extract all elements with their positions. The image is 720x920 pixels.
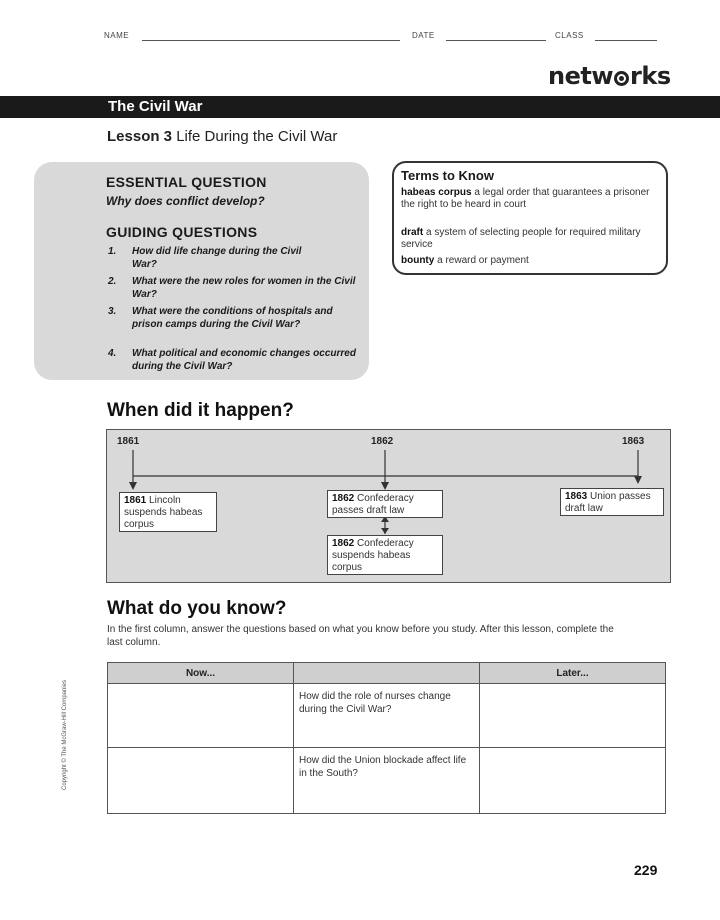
timeline-event-1863 — [560, 488, 664, 516]
timeline-event-1862-draft — [327, 490, 443, 518]
column-header-later: Later... — [480, 663, 666, 684]
term-word: bounty — [401, 255, 435, 266]
timeline-heading: When did it happen? — [107, 400, 294, 421]
know-instructions: In the first column, answer the questions based on what you know before you study. After this lesson, complete the last column. — [107, 624, 614, 648]
timeline-event-1862-habeas — [327, 535, 443, 575]
know-heading: What do you know? — [107, 598, 287, 619]
logo-o-icon — [614, 71, 629, 86]
unit-title: The Civil War — [108, 98, 203, 115]
name-line[interactable] — [142, 40, 400, 41]
arrow-down-icon — [634, 476, 642, 484]
date-line[interactable] — [446, 40, 546, 41]
event-text: Confederacy suspends habeas corpus — [332, 538, 414, 573]
term-definition: a reward or payment — [437, 255, 529, 266]
gq-text: How did life change during the Civil War? — [132, 246, 302, 270]
gq-text: What political and economic changes occurred during the Civil War? — [132, 348, 356, 372]
brand-right: rks — [630, 62, 671, 90]
term-habeas-corpus — [401, 187, 657, 211]
term-definition: a system of selecting people for required military service — [401, 227, 641, 250]
gq-text: What were the new roles for women in the Civil War? — [132, 276, 356, 300]
term-definition: a legal order that guarantees a prisoner the right to be heard in court — [401, 187, 650, 210]
name-label: NAME — [104, 31, 130, 40]
timeline-box — [106, 429, 671, 583]
later-answer-cell[interactable] — [480, 748, 666, 814]
know-table — [107, 662, 666, 814]
class-line[interactable] — [595, 40, 657, 41]
guiding-question-1 — [108, 245, 368, 273]
guiding-question-2 — [108, 275, 368, 303]
gq-number: 4. — [108, 348, 117, 359]
now-answer-cell[interactable] — [108, 748, 294, 814]
guiding-question-4 — [108, 347, 368, 375]
event-year: 1862 — [332, 538, 355, 549]
timeline-event-1861 — [119, 492, 217, 532]
terms-heading: Terms to Know — [401, 168, 494, 183]
gq-text: What were the conditions of hospitals and prison camps during the Civil War? — [132, 306, 333, 330]
column-header-now: Now... — [108, 663, 294, 684]
timeline-year-1863: 1863 — [622, 436, 645, 447]
table-header-row — [108, 663, 666, 684]
event-year: 1862 — [332, 493, 355, 504]
date-label: DATE — [412, 31, 435, 40]
class-label: CLASS — [555, 31, 584, 40]
arrow-down-icon — [381, 482, 389, 490]
page-number: 229 — [634, 862, 658, 878]
copyright-notice: Copyright © The McGraw-Hill Companies — [62, 679, 68, 790]
gq-number: 3. — [108, 306, 117, 317]
brand-left: netw — [548, 62, 614, 90]
networks-logo — [548, 62, 671, 90]
lesson-heading — [107, 128, 337, 145]
lesson-title: Life During the Civil War — [176, 128, 338, 145]
arrow-down-icon — [129, 482, 137, 490]
essential-question-heading: ESSENTIAL QUESTION — [106, 174, 267, 190]
now-answer-cell[interactable] — [108, 684, 294, 748]
event-year: 1863 — [565, 491, 588, 502]
term-word: habeas corpus — [401, 187, 472, 198]
timeline-year-1861: 1861 — [117, 436, 140, 447]
gq-number: 1. — [108, 246, 117, 257]
term-word: draft — [401, 227, 424, 238]
event-text: Confederacy passes draft law — [332, 493, 414, 516]
event-text: Union passes draft law — [565, 491, 651, 514]
timeline-year-1862: 1862 — [371, 436, 394, 447]
question-cell: How did the role of nurses change during the Civil War? — [294, 684, 480, 748]
term-bounty — [401, 255, 657, 267]
gq-number: 2. — [108, 276, 117, 287]
column-header-question — [294, 663, 480, 684]
unit-title-bar — [0, 96, 720, 118]
event-year: 1861 — [124, 495, 147, 506]
later-answer-cell[interactable] — [480, 684, 666, 748]
table-row — [108, 684, 666, 748]
table-row — [108, 748, 666, 814]
guiding-question-3 — [108, 305, 368, 345]
question-cell: How did the Union blockade affect life in the South? — [294, 748, 480, 814]
event-text: Lincoln suspends habeas corpus — [124, 495, 203, 530]
guiding-questions-heading: GUIDING QUESTIONS — [106, 224, 258, 240]
arrow-down-icon — [381, 528, 389, 534]
essential-question-text: Why does conflict develop? — [106, 194, 265, 208]
lesson-number: Lesson 3 — [107, 128, 173, 145]
essential-question-box — [34, 162, 369, 380]
term-draft — [401, 227, 657, 251]
terms-to-know-box — [392, 161, 668, 275]
